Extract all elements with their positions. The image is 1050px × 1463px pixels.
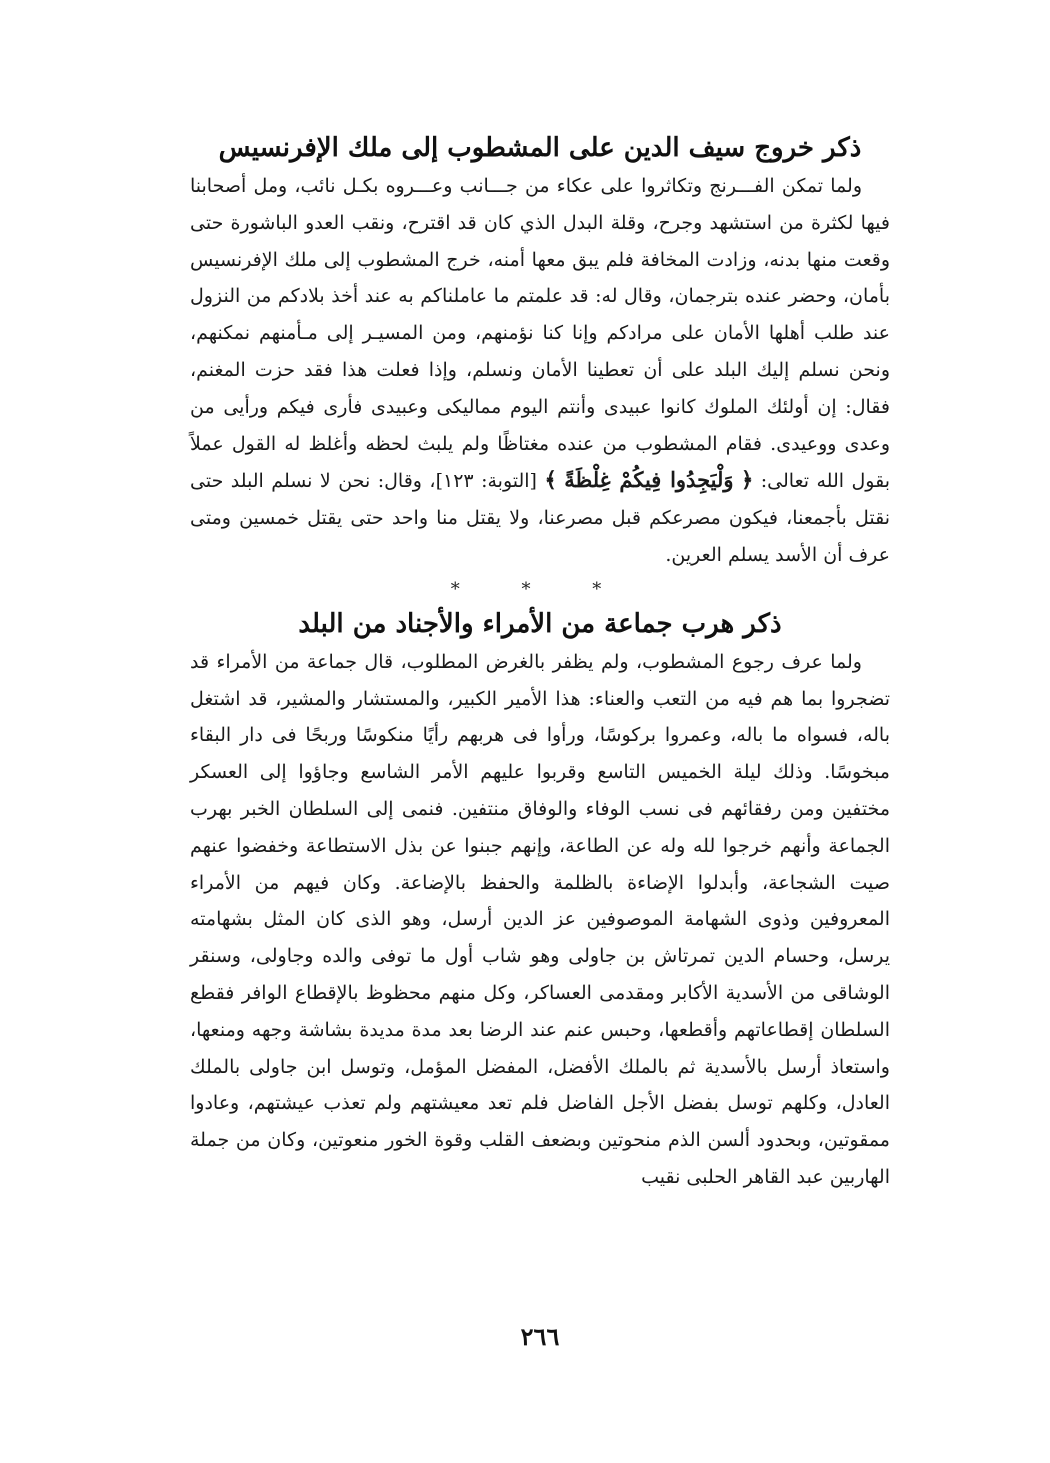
section-1-body	[190, 168, 890, 574]
quran-verse: وَلْيَجِدُوا فِيكُمْ غِلْظَةً	[564, 467, 734, 493]
section-separator: * * *	[450, 578, 630, 600]
section-heading-1: ذكر خروج سيف الدين على المشطوب إلى ملك الإفرنسيس	[218, 133, 862, 163]
page-number: ٢٦٦	[520, 1322, 560, 1351]
section-2-text: ولما عرف رجوع المشطوب، ولم يظفر بالغرض المطلوب، قال جماعة من الأمراء قد تضجروا بما هم فيه من التعب والعناء: هذا الأمير الكبير، والمستشار والمشير، قد اشتغل باله، فسواه ما باله، وعمروا بركوسًا، ورأوا فى هربهم رأيًا منكوسًا وربحًا فى دار البقاء مبخوسًا. وذلك ليلة الخميس التاسع وقربوا عليهم الأمر الشاسع وجاؤوا إلى العسكر مختفين ومن رفقائهم فى نسب الوفاء والوفاق منتفين. فنمى إلى السلطان الخبر بهرب الجماعة وأنهم خرجوا لله وله عن الطاعة، وإنهم جبنوا عن بذل الاستطاعة وخفضوا عنهم صيت الشجاعة، وأبدلوا الإضاءة بالظلمة والحفظ بالإضاعة. وكان فيهم من الأمراء المعروفين وذوى الشهامة الموصوفين عز الدين أرسل، وهو الذى كان المثل بشهامته يرسل، وحسام الدين تمرتاش بن جاولى وهو شاب أول ما توفى والده وجاولى، وسنقر الوشاقى من الأسدية الأكابر ومقدمى العساكر، وكل منهم محظوظ بالإقطاع الوافر فقطع السلطان إقطاعاتهم وأقطعها، وحبس عنم عند الرضا بعد مدة مديدة بشاشة وجهه ومنعها، واستعاذ أرسل بالأسدية ثم بالملك الأفضل، المفضل المؤمل، وتوسل ابن جاولى بالملك العادل، وكلهم توسل بفضل الأجل الفاضل فلم تعد معيشتهم ولم تعذب عيشتهم، وعادوا ممقوتين، وبحدود ألسن الذم منحوتين وبضعف القلب وقوة الخور منعوتين، وكان من جملة الهاربين عبد القاهر الحلبى نقيب	[190, 650, 890, 1188]
document-page	[190, 128, 890, 1196]
quran-open-bracket: ﴿	[740, 467, 754, 493]
section-2-body	[190, 644, 890, 1196]
quran-citation: [التوبة: ١٢٣]	[435, 470, 537, 493]
section-heading-2: ذكر هرب جماعة من الأمراء والأجناد من البلد	[298, 608, 782, 639]
quran-close-bracket: ﴾	[544, 467, 557, 493]
section-1-text-before: ولما تمكن الفـــرنج وتكاثروا على عكاء من جـــانب وعـــروه بكـل نائب، ومل أصحابنا فيها لكثرة من استشهد وجرح، وقلة البدل الذي كان قد اقترح، ونقب العدو الباشورة حتى وقعت منها بدنه، وزادت المخافة فلم يبق معها أمنه، خرج المشطوب إلى ملك الإفرنسيس بأمان، وحضر عنده بترجمان، وقال له: قد علمتم ما عاملناكم به عند أخذ بلادكم من النزول عند طلب أهلها الأمان على مرادكم وإنا كنا نؤمنهم، ومن المسيـر إلى مـأمنهم نمكنهم، ونحن نسلم إليك البلد على أن تعطينا الأمان ونسلم، وإذا فعلت هذا فقد حزت المغنم، فقال: إن أولئك الملوك كانوا عبيدى وأنتم اليوم مماليكى وعبيدى فأرى فيكم ورأيى من وعدى ووعيدى. فقام المشطوب من عنده مغتاظًا ولم يلبث لحظه وأغلظ له القول عملاً بقول الله تعالى:	[190, 175, 891, 493]
section-1-text-after: ، وقال: نحن لا نسلم البلد حتى نقتل بأجمعنا، فيكون مصرعكم قبل مصرعنا، ولا يقتل منا واحد حتى يقتل خمسين ومتى عرف أن الأسد يسلم العرين.	[190, 470, 890, 566]
